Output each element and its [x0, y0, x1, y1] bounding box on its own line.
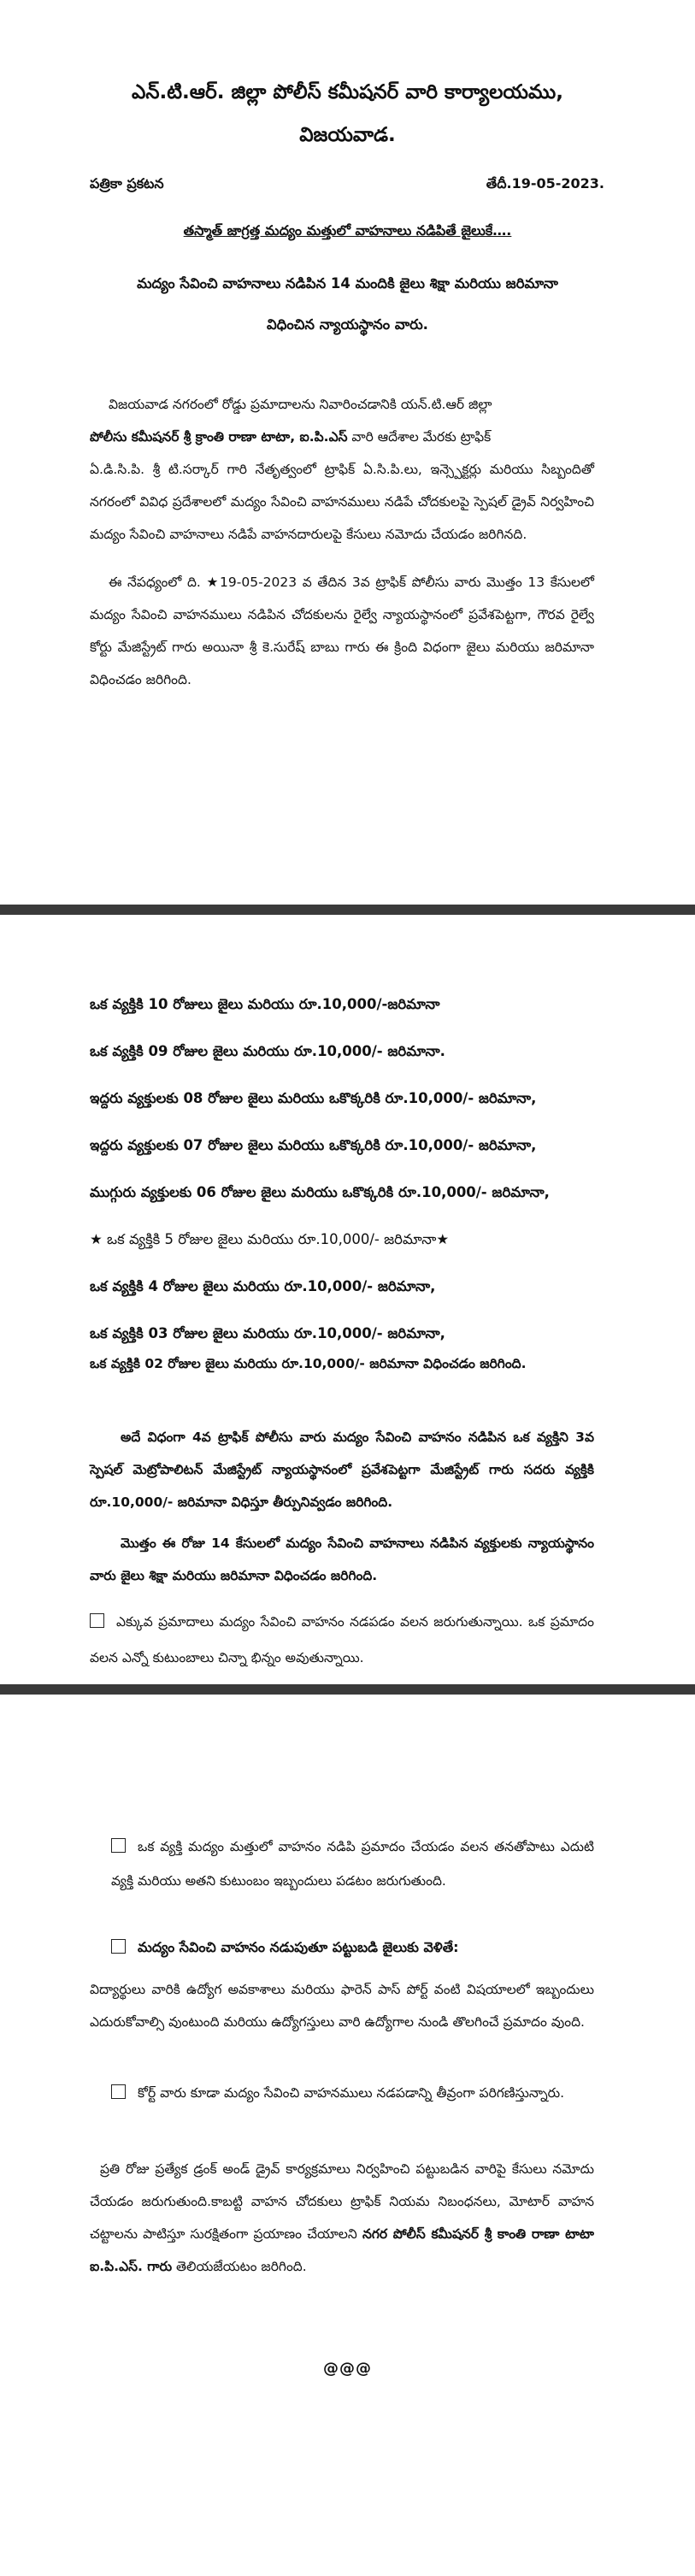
end-mark: @@@	[323, 2360, 372, 2378]
intro-line-2: పోలీసు కమీషనర్ శ్రీ క్రాంతి రాణా టాటా, ఐ.పి.ఎస్ వారి ఆదేశాల మేరకు ట్రాఫిక్	[90, 429, 492, 445]
bullet-jail-heading: మద్యం సేవించి వాహనం నడుపుతూ పట్టుబడి జైలుకు వెళితే:	[111, 1939, 594, 1959]
page-2	[0, 915, 695, 1684]
headline: తస్మాత్ జాగ్రత్త మద్యం మత్తులో వాహనాలు నడిపితే జైలుకే….	[183, 222, 512, 239]
bullet-court: కోర్ట్ వారు కూడా మద్యం సేవించి వాహనములు నడపడాన్ని తీవ్రంగా పరిగణిస్తున్నారు.	[111, 2076, 594, 2110]
sentence-item: ఇద్దరు వ్యక్తులకు 07 రోజుల జైలు మరియు ఒకొక్కరికి రూ.10,000/- జరిమానా,	[90, 1137, 537, 1153]
press-release-label: పత్రికా ప్రకటన	[90, 175, 164, 192]
checkbox-icon	[90, 1613, 104, 1628]
checkbox-icon	[111, 1838, 126, 1853]
sentence-item: ఇద్దరు వ్యక్తులకు 08 రోజుల జైలు మరియు ఒకొక్కరికి రూ.10,000/- జరిమానా,	[90, 1090, 537, 1106]
closing-commissioner-name: నగర పోలీస్ కమీషనర్ శ్రీ కాంతి రాణా టాటా ఐ.పి.ఎస్. గారు	[90, 2226, 594, 2274]
sentence-item: ఒక వ్యక్తికి 03 రోజుల జైలు మరియు రూ.10,000/- జరిమానా,	[90, 1325, 445, 1341]
sentence-item: ఒక వ్యక్తికి 4 రోజుల జైలు మరియు రూ.10,000/- జరిమానా,	[90, 1278, 436, 1294]
sentence-item: ఒక వ్యక్తికి 10 రోజులు జైలు మరియు రూ.10,000/-జరిమానా	[90, 996, 440, 1012]
office-title: ఎన్.టి.ఆర్. జిల్లా పోలీస్ కమీషనర్ వారి కార్యాలయము,	[131, 81, 564, 103]
city-name: విజయవాడ.	[299, 124, 396, 146]
page-separator-2	[0, 1684, 695, 1695]
sentence-last: ఒక వ్యక్తికి 02 రోజుల జైలు మరియు రూ.10,000/- జరిమానా విధించడం జరిగింది.	[90, 1356, 527, 1371]
students-paragraph: విద్యార్థులు వారికి ఉద్యోగ అవకాశాలు మరియు ఫారెన్ పాస్ పోర్ట్ వంటి విషయాలలో ఇబ్బందులు ఎదురుకోవాల్సి వుంటుంది మరియు ఉద్యోగస్తులు వారి ఉద్యోగాల నుండి తొలగించే ప్రమాదం వుంది.	[90, 1982, 594, 2030]
sentence-item: ★ ఒక వ్యక్తికి 5 రోజుల జైలు మరియు రూ.10,000/- జరిమానా★	[90, 1231, 450, 1247]
total-cases-paragraph: మొత్తం ఈ రోజు 14 కేసులలో మద్యం సేవించి వాహనాలు నడిపిన వ్యక్తులకు న్యాయస్థానం వారు జైలు శిక్షా మరియు జరిమానా విధించడం జరిగింది.	[90, 1536, 594, 1583]
subheadline-line-1: మద్యం సేవించి వాహనాలు నడిపిన 14 మందికి జైలు శిక్షా మరియు జరిమానా	[137, 275, 558, 292]
fourth-traffic-paragraph: అదే విధంగా 4వ ట్రాఫిక్ పోలీసు వారు మద్యం సేవించి వాహనం నడిపిన ఒక వ్యక్తిని 3వ స్పెషల్ మెట్రోపాలిటన్ మేజిస్ట్రేట్ న్యాయస్థానంలో ప్రవేశపెట్టగా మేజిస్ట్రేట్ గారు సదరు వ్యక్తికి రూ.10,000/- జరిమానా విధిస్తూ తీర్పునివ్వడం జరిగింది.	[90, 1429, 594, 1510]
bullet-family: ఒక వ్యక్తి మద్యం మత్తులో వాహనం నడిపి ప్రమాదం చేయడం వలన తనతోపాటు ఎదుటి వ్యక్తి మరియు అతని కుటుంబం ఇబ్బందులు పడటం జరుగుతుంది.	[111, 1839, 594, 1889]
subheadline-line-2: విధించిన న్యాయస్థానం వారు.	[267, 316, 428, 333]
commissioner-name: పోలీసు కమీషనర్ శ్రీ క్రాంతి రాణా టాటా, ఐ.పి.ఎస్	[90, 429, 348, 445]
closing-paragraph: ప్రతి రోజు ప్రత్యేక డ్రంక్ అండ్ డ్రైవ్ కార్యక్రమాలు నిర్వహించి పట్టుబడిన వారిపై కేసులు నమోదు చేయడం జరుగుతుంది.కాబట్టి వాహన చోదకులు ట్రాఫిక్ నియమ నిబంధనలు, మోటార్ వాహన చట్టాలను పాటిస్తూ సురక్షితంగా ప్రయాణం చేయాలని నగర పోలీస్ కమీషనర్ శ్రీ కాంతి రాణా టాటా ఐ.పి.ఎస్. గారు తెలియజేయటం జరిగింది.	[90, 2161, 594, 2274]
sentence-item: ముగ్గురు వ్యక్తులకు 06 రోజుల జైలు మరియు ఒకొక్కరికి రూ.10,000/- జరిమానా,	[90, 1184, 550, 1200]
checkbox-icon	[111, 2084, 126, 2099]
checkbox-icon	[111, 1939, 126, 1954]
bullet-accidents: ఎక్కువ ప్రమాదాలు మద్యం సేవించి వాహనం నడపడం వలన జరుగుతున్నాయి. ఒక ప్రమాదం వలన ఎన్నో కుటుంబాలు చిన్నా భిన్నం అవుతున్నాయి.	[90, 1614, 594, 1665]
sentence-list	[90, 992, 603, 1368]
page-1	[0, 0, 695, 905]
release-date: తేదీ.19-05-2023.	[486, 175, 604, 192]
intro-rest: ఏ.డి.సి.పి. శ్రీ టి.సర్కార్ గారి నేతృత్వంలో ట్రాఫిక్ ఏ.సి.పి.లు, ఇన్స్పెక్టర్లు మరియు సిబ్బందితో నగరంలో వివిధ ప్రదేశాలలో మద్యం సేవించి వాహనములు నడిపే చోదకులపై స్పెషల్ డ్రైవ్ నిర్వహించి మద్యం సేవించి వాహనాలు నడిపే వాహనదారులపై కేసులు నమోదు చేయడం జరిగినది.	[90, 462, 594, 542]
intro-line-1: విజయవాడ నగరంలో రోడ్డు ప్రమాదాలను నివారించడానికి యన్.టి.ఆర్ జిల్లా	[109, 397, 492, 412]
page-separator-1	[0, 905, 695, 915]
intro-paragraph	[90, 388, 594, 551]
court-paragraph: ఈ నేపధ్యంలో ది. ★19-05-2023 వ తేదిన 3వ ట్రాఫిక్ పోలీసు వారు మొత్తం 13 కేసులలో మద్యం సేవించి వాహనములు నడిపిన చోదకులను రైల్వే న్యాయస్థానంలో ప్రవేశపెట్టగా, గౌరవ రైల్వే కోర్టు మేజిస్ట్రేట్ గారు అయినా శ్రీ కె.సురేష్ బాబు గారు ఈ క్రింది విధంగా జైలు మరియు జరిమానా విధించడం జరిగింది.	[90, 575, 594, 687]
sentence-item: ఒక వ్యక్తికి 09 రోజుల జైలు మరియు రూ.10,000/- జరిమానా.	[90, 1043, 445, 1059]
page-3	[0, 1695, 695, 2576]
